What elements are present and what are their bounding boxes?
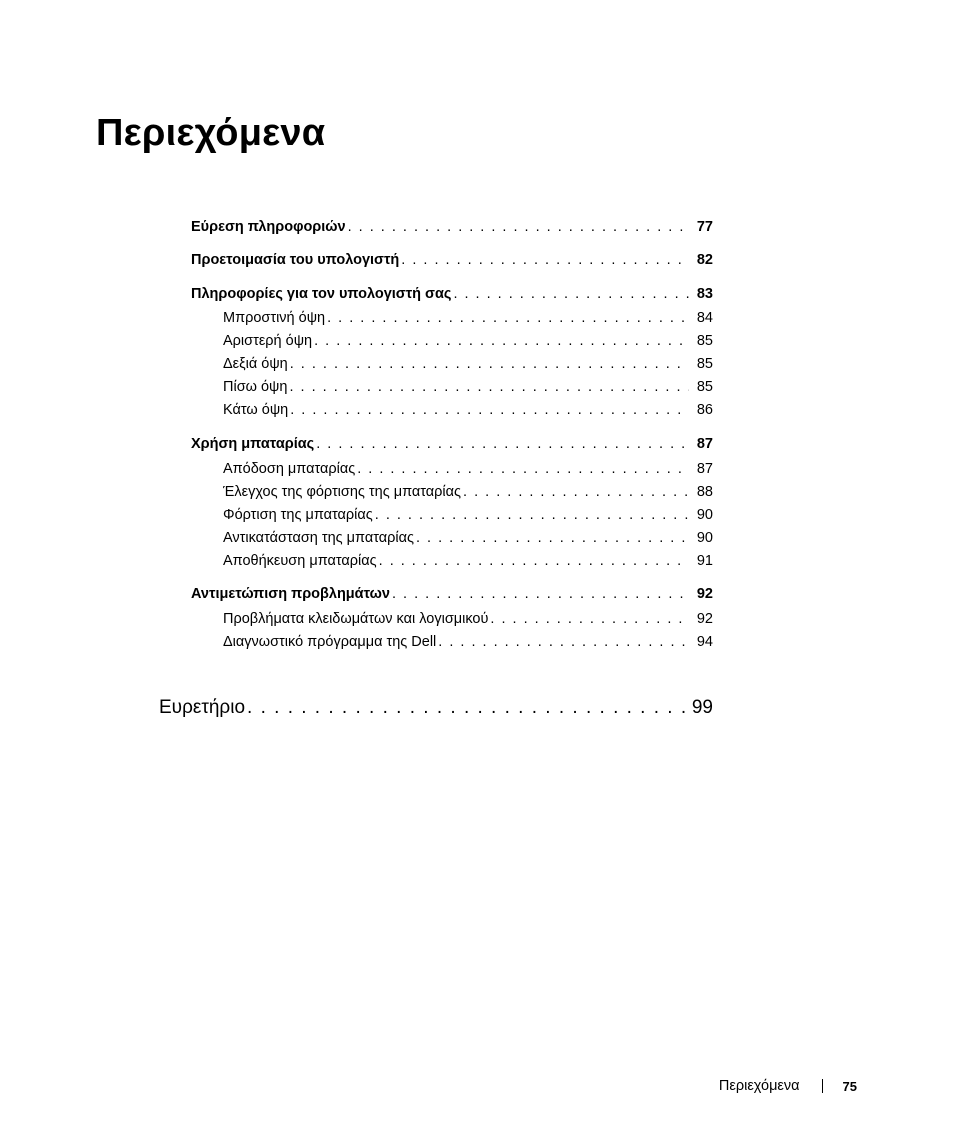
toc-entry-page: 85 — [696, 379, 713, 395]
dot-leader — [290, 356, 689, 372]
toc-subentry[interactable] — [223, 507, 713, 523]
toc-entry-label: Κάτω όψη — [223, 402, 289, 418]
toc-entry-page: 91 — [696, 553, 713, 569]
dot-leader — [401, 252, 689, 268]
toc-entry[interactable] — [191, 219, 713, 235]
toc-entry-label: Μπροστινή όψη — [223, 310, 326, 326]
toc-subentry[interactable] — [223, 333, 713, 349]
toc-entry-page: 99 — [691, 697, 713, 718]
dot-leader — [348, 219, 689, 235]
footer-section-title: Περιεχόμενα — [718, 1078, 800, 1094]
toc-subentry[interactable] — [223, 356, 713, 372]
toc-subentry[interactable] — [223, 484, 713, 500]
footer-divider — [822, 1079, 823, 1093]
toc-entry-page: 92 — [696, 586, 713, 602]
toc-subentry[interactable] — [223, 530, 713, 546]
toc-entry[interactable] — [191, 586, 713, 602]
toc-entry-label: Δεξιά όψη — [223, 356, 288, 372]
toc-entry-page: 82 — [696, 252, 713, 268]
toc-entry-page: 77 — [696, 219, 713, 235]
toc-entry-label: Αριστερή όψη — [223, 333, 313, 349]
toc-entry-label: Προετοιμασία του υπολογιστή — [191, 252, 400, 268]
dot-leader — [453, 286, 689, 302]
toc-entry-label: Διαγνωστικό πρόγραμμα της Dell — [223, 634, 437, 650]
toc-entry-page: 85 — [696, 333, 713, 349]
dot-leader — [289, 379, 689, 395]
dot-leader — [357, 461, 689, 477]
toc-entry-label: Αντικατάσταση της μπαταρίας — [223, 530, 414, 546]
toc-entry-label: Εύρεση πληροφοριών — [191, 219, 346, 235]
toc-subentry[interactable] — [223, 611, 713, 627]
toc-entry-label: Ευρετήριο — [159, 697, 246, 718]
dot-leader — [416, 530, 689, 546]
toc-entry-page: 88 — [696, 484, 713, 500]
dot-leader — [316, 436, 689, 452]
toc-entry-page: 90 — [696, 507, 713, 523]
dot-leader — [327, 310, 689, 326]
toc-entry-label: Πίσω όψη — [223, 379, 288, 395]
toc-entry-label: Πληροφορίες για τον υπολογιστή σας — [191, 286, 452, 302]
toc-entry-page: 87 — [696, 461, 713, 477]
dot-leader — [375, 507, 689, 523]
toc-entry-page: 90 — [696, 530, 713, 546]
toc-entry[interactable] — [191, 436, 713, 452]
toc-entry-page: 84 — [696, 310, 713, 326]
toc-entry-page: 94 — [696, 634, 713, 650]
toc-entry[interactable] — [191, 252, 713, 268]
dot-leader — [463, 484, 689, 500]
footer-page-number: 75 — [842, 1078, 857, 1094]
toc-entry-label: Αντιμετώπιση προβλημάτων — [191, 586, 390, 602]
toc-subentry[interactable] — [223, 634, 713, 650]
toc-entry[interactable] — [191, 286, 713, 302]
toc-entry-page: 87 — [696, 436, 713, 452]
page-title: Περιεχόμενα — [96, 112, 326, 154]
toc-subentry[interactable] — [223, 553, 713, 569]
dot-leader — [392, 586, 689, 602]
toc-entry-label: Φόρτιση της μπαταρίας — [223, 507, 373, 523]
dot-leader — [314, 333, 689, 349]
toc-entry-page: 86 — [696, 402, 713, 418]
toc-entry-label: Προβλήματα κλειδωμάτων και λογισμικού — [223, 611, 489, 627]
toc-subentry[interactable] — [223, 310, 713, 326]
toc-subentry[interactable] — [223, 402, 713, 418]
toc-subentry[interactable] — [223, 461, 713, 477]
toc-entry-page: 85 — [696, 356, 713, 372]
page-footer — [719, 1078, 857, 1094]
toc-index-entry[interactable] — [159, 697, 713, 719]
dot-leader — [438, 634, 689, 650]
toc-subentry[interactable] — [223, 379, 713, 395]
toc-entry-label: Απόδοση μπαταρίας — [223, 461, 356, 477]
toc-entry-page: 92 — [696, 611, 713, 627]
dot-leader — [490, 611, 689, 627]
dot-leader — [247, 697, 686, 719]
toc-entry-label: Έλεγχος της φόρτισης της μπαταρίας — [223, 484, 462, 500]
toc-entry-page: 83 — [696, 286, 713, 302]
dot-leader — [290, 402, 689, 418]
dot-leader — [379, 553, 689, 569]
toc-entry-label: Αποθήκευση μπαταρίας — [223, 553, 377, 569]
toc-entry-label: Χρήση μπαταρίας — [191, 436, 315, 452]
